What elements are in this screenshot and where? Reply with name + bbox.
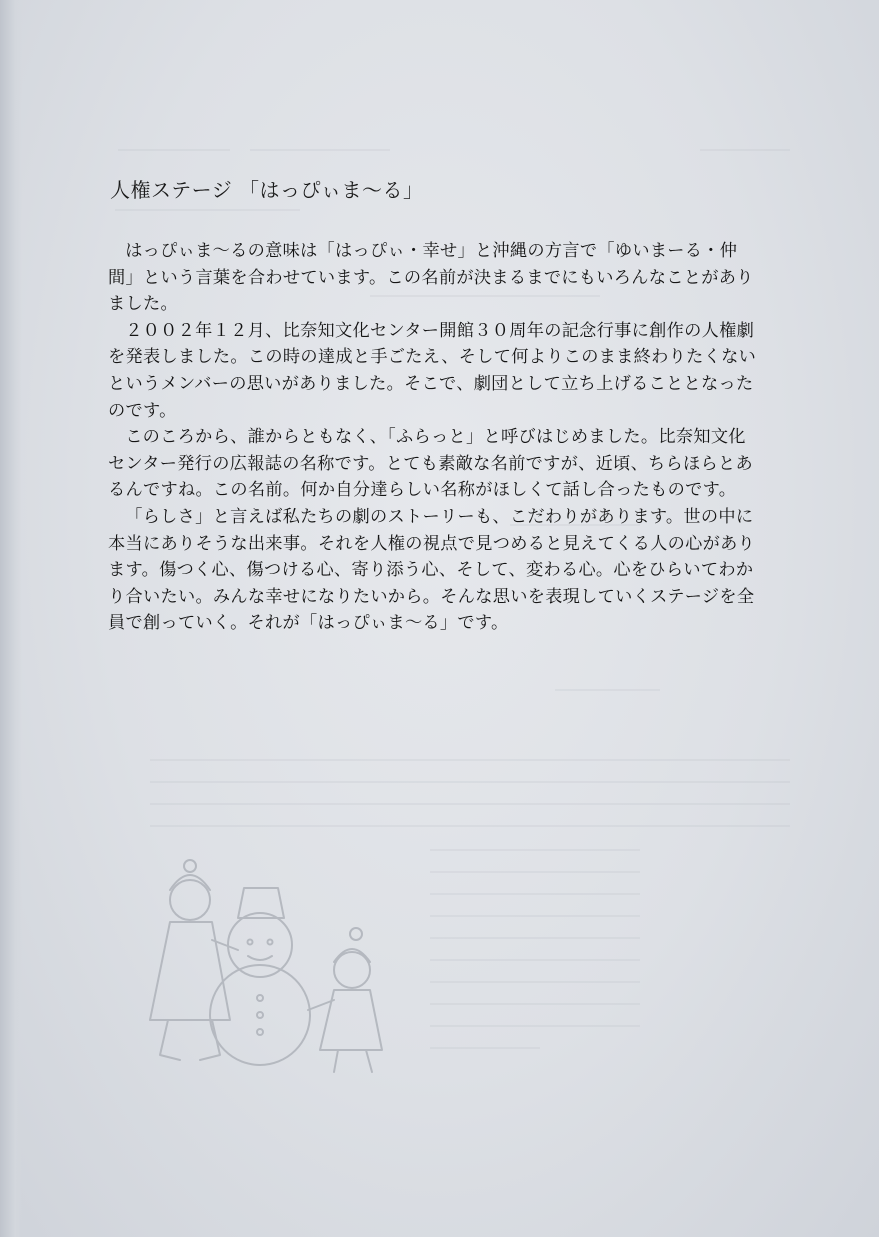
paragraph-history: ２００２年１２月、比奈知文化センター開館３０周年の記念行事に創作の人権劇を発表しました。この時の達成と手ごたえ、そして何よりこのまま終わりたくないというメンバーの思いがありました。そこで、劇団として立ち上げることとなったのです。 xyxy=(108,320,757,421)
snowman-illustration xyxy=(120,850,400,1080)
paragraph-stories: 「らしさ」と言えば私たちの劇のストーリーも、こだわりがあります。世の中に本当にありそうな出来事。それを人権の視点で見つめると見えてくる人の心があります。傷つく心、傷つける心、寄り添う心、そして、変わる心。心をひらいてわかり合いたい。みんな幸せになりたいから。そんな思いを表現していくステージを全員で創っていく。それが「はっぴぃま〜る」です。 xyxy=(108,506,756,634)
document-body xyxy=(108,238,758,637)
document-title: 人権ステージ 「はっぴぃま〜る」 xyxy=(110,178,424,202)
paragraph-naming: このころから、誰からともなく、「ふらっと」と呼びはじめました。比奈知文化センター発行の広報誌の名称です。とても素敵な名前ですが、近頃、ちらほらとあるんですね。この名前。何か自分達らしい名称がほしくて話し合ったものです。 xyxy=(108,427,753,501)
paragraph-meaning: はっぴぃま〜るの意味は「はっぴぃ・幸せ」と沖縄の方言で「ゆいまーる・仲間」という言葉を合わせています。この名前が決まるまでにもいろんなことがありました。 xyxy=(108,241,754,315)
